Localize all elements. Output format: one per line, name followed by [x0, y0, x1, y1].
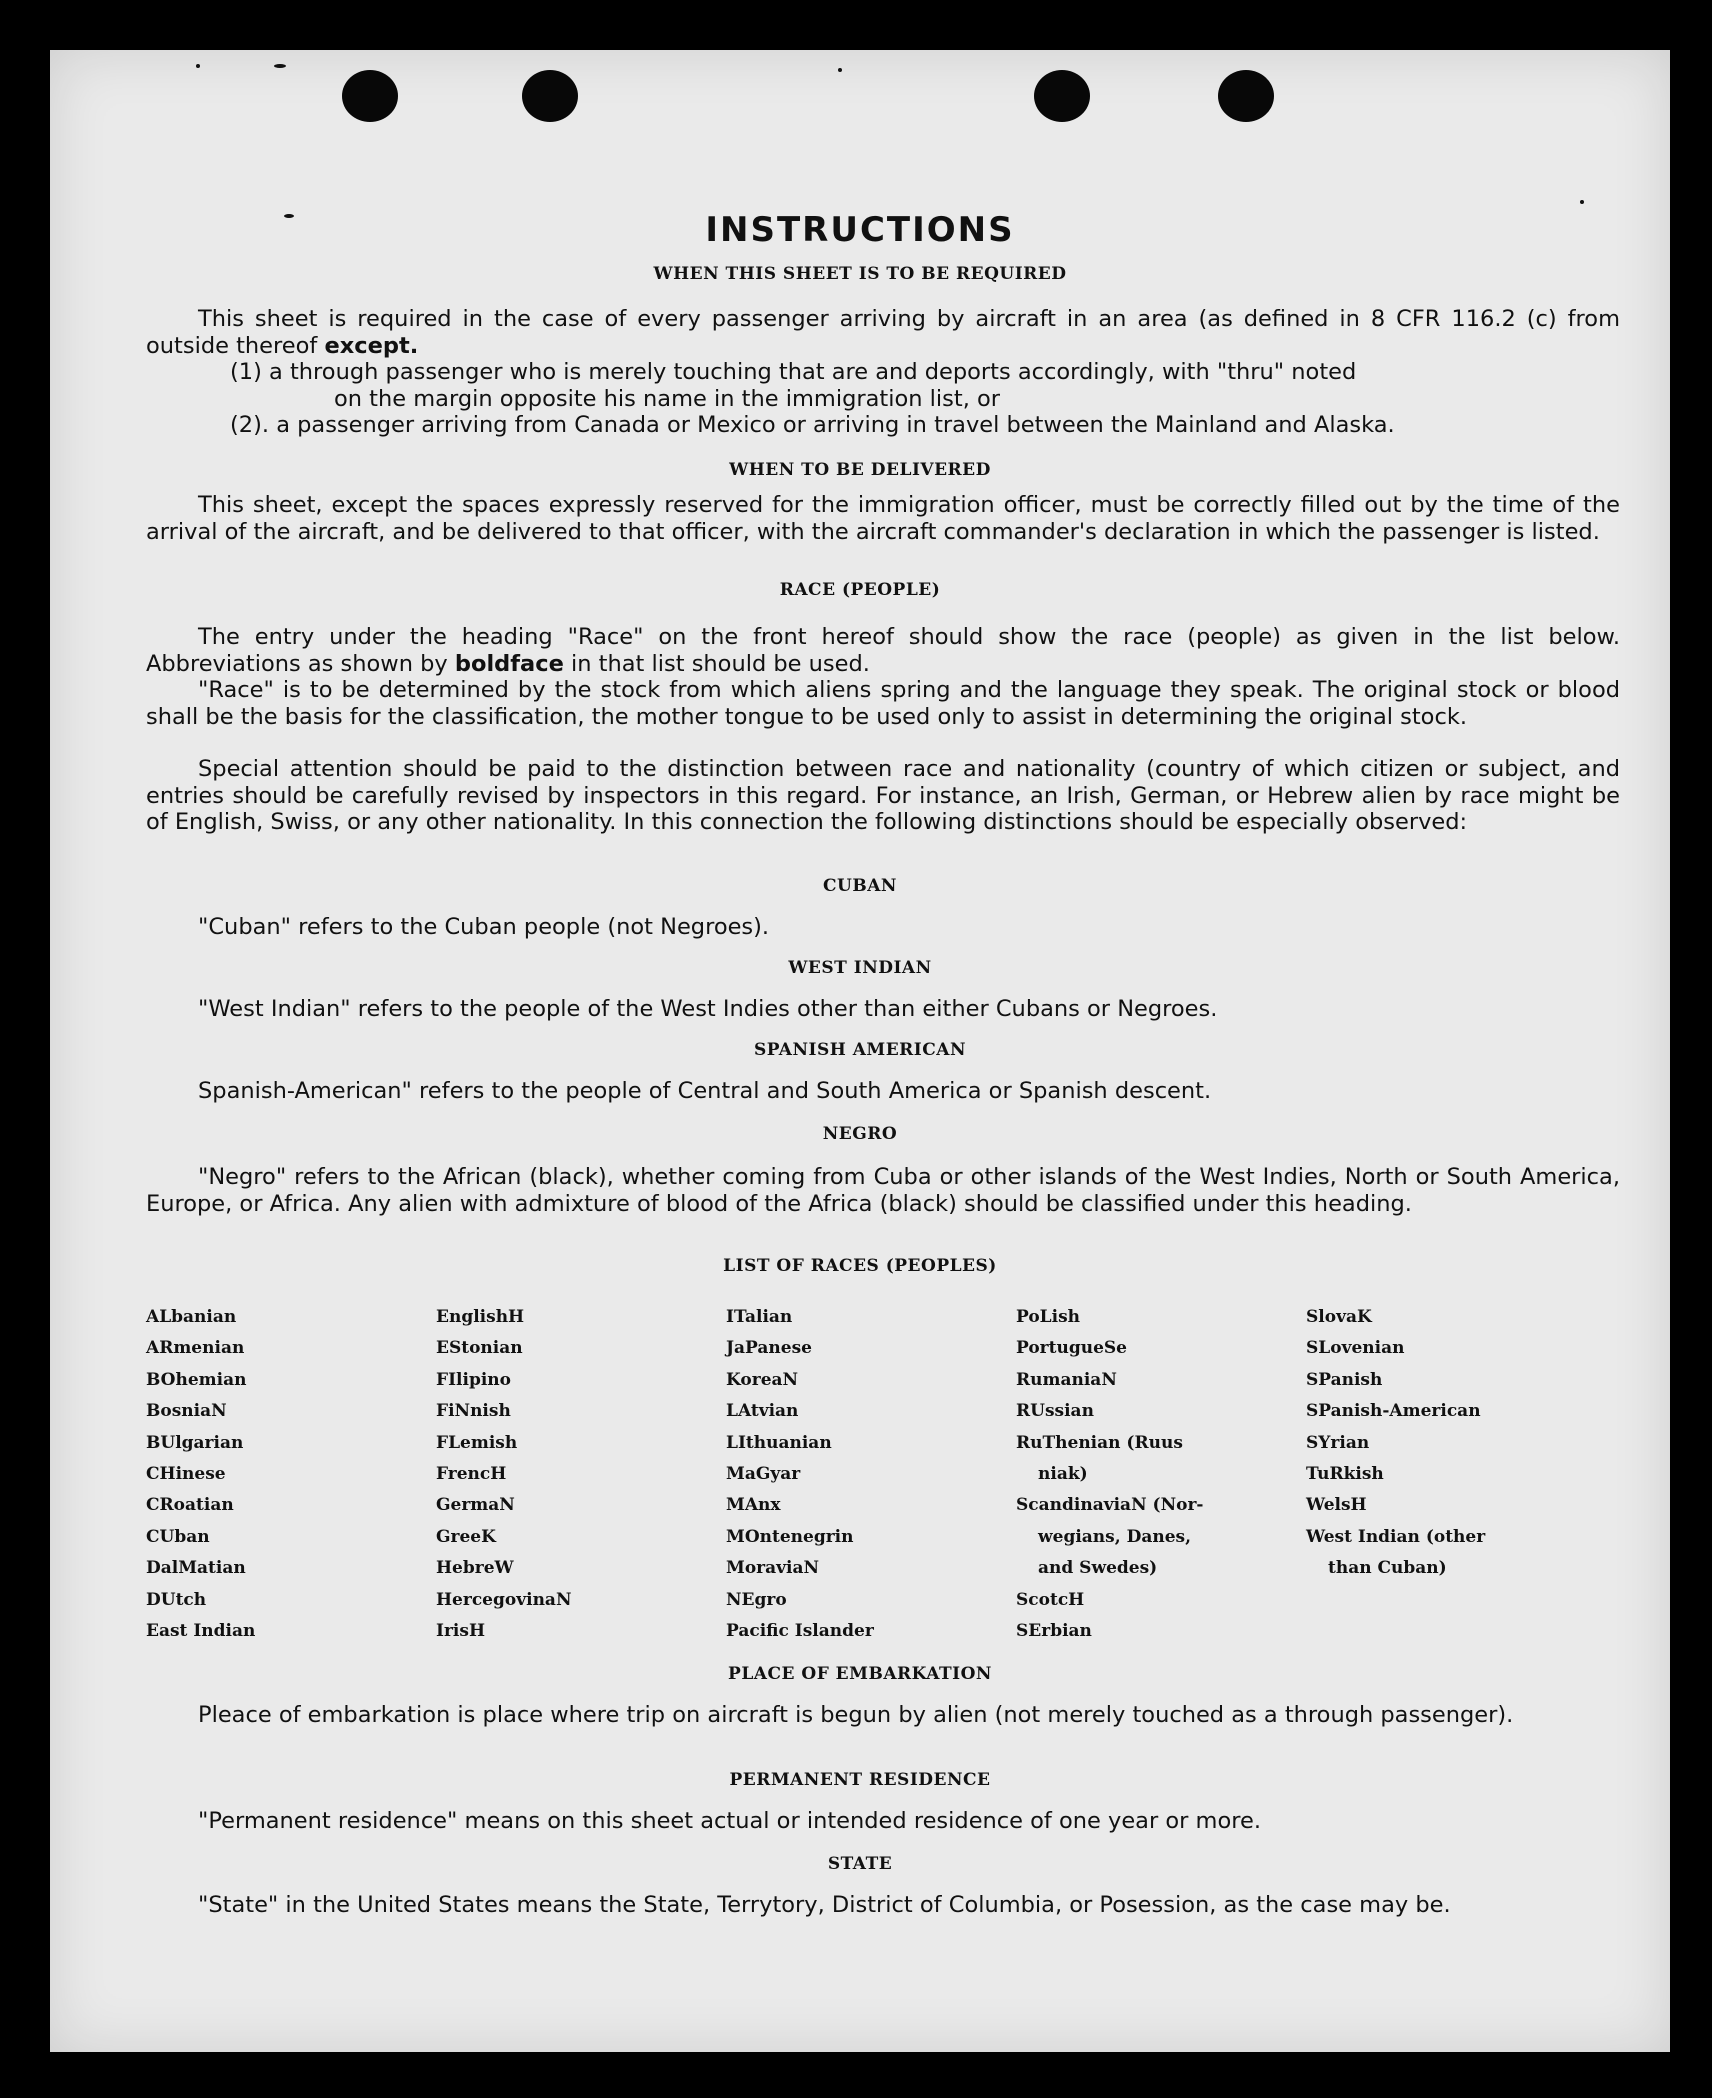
race-entry: MAnx: [726, 1495, 781, 1516]
text-span: The entry under the heading "Race" on the front hereof should show the race (people) as given in the list below. Abbreviations as shown by: [146, 624, 1620, 677]
ink-speck: [1580, 200, 1584, 204]
race-entry: FiNnish: [436, 1401, 511, 1422]
race-entry: SErbian: [1016, 1621, 1092, 1642]
races-column-1: [146, 1302, 436, 1647]
document-sheet: [50, 50, 1670, 2052]
paragraph-negro: "Negro" refers to the African (black), whether coming from Cuba or other islands of the West Indies, North or South America, Europe, or Africa. Any alien with admixture of blood of the Africa (black) should be classified under this heading.: [146, 1164, 1620, 1217]
heading-west-indian: WEST INDIAN: [788, 958, 932, 978]
heading-permanent-residence: PERMANENT RESIDENCE: [729, 1770, 991, 1790]
race-entry: BosniaN: [146, 1401, 227, 1422]
race-entry: ScotcH: [1016, 1589, 1085, 1610]
race-entry: PoLish: [1016, 1307, 1081, 1327]
paragraph-place-of-embarkation: Pleace of embarkation is place where trip on aircraft is begun by alien (not merely touched as a through passenger).: [198, 1702, 1514, 1728]
race-entry: BOhemian: [146, 1369, 247, 1390]
race-entry: FrencH: [436, 1464, 507, 1485]
heading-state: STATE: [827, 1854, 893, 1874]
item-text: a through passenger who is merely touching that are and deports accordingly, with "thru" noted: [269, 359, 1357, 385]
heading-when-required: WHEN THIS SHEET IS TO BE REQUIRED: [653, 264, 1067, 284]
paragraph-race-2: "Race" is to be determined by the stock from which aliens spring and the language they speak. The original stock or blood shall be the basis for the classification, the mother tongue to be used only to assist in determining the original stock.: [146, 677, 1620, 730]
punch-hole: [1218, 70, 1274, 122]
race-entry: LAtvian: [726, 1401, 799, 1422]
races-list: [146, 1302, 1626, 1647]
race-entry: DUtch: [146, 1589, 207, 1610]
paragraph-permanent-residence: "Permanent residence" means on this sheet actual or intended residence of one year or more.: [198, 1808, 1261, 1834]
text-span: This sheet is required in the case of every passenger arriving by aircraft in an area (as defined in 8 CFR 116.2 (c) from outside thereof: [146, 306, 1620, 359]
race-entry: MOntenegrin: [726, 1526, 854, 1547]
race-entry: RuThenian (Ruus: [1016, 1432, 1183, 1453]
race-entry: EnglishH: [436, 1307, 525, 1327]
race-entry: than Cuban): [1328, 1558, 1447, 1579]
race-entry: RUssian: [1016, 1401, 1094, 1422]
race-entry: NEgro: [726, 1589, 787, 1610]
race-entry: WelsH: [1306, 1495, 1367, 1516]
race-entry: KoreaN: [726, 1369, 799, 1390]
races-column-4: [1016, 1302, 1306, 1647]
race-entry: West Indian (other: [1306, 1526, 1486, 1547]
punch-hole: [1034, 70, 1090, 122]
race-entry: ITalian: [726, 1307, 793, 1327]
race-entry: ARmenian: [146, 1338, 245, 1359]
race-entry: LIthuanian: [726, 1432, 832, 1453]
ink-speck: [196, 64, 200, 68]
race-entry: FIlipino: [436, 1369, 511, 1390]
heading-when-delivered: WHEN TO BE DELIVERED: [729, 460, 991, 480]
paragraph-when-required: [146, 306, 1620, 359]
race-entry: DalMatian: [146, 1558, 246, 1579]
races-column-2: [436, 1302, 726, 1647]
race-entry: MaGyar: [726, 1464, 801, 1485]
bold-text: except.: [324, 332, 419, 359]
race-entry: TuRkish: [1306, 1464, 1384, 1485]
paragraph-race-1: [146, 624, 1620, 677]
race-entry: MoraviaN: [726, 1558, 820, 1579]
heading-race: RACE (PEOPLE): [779, 580, 941, 600]
race-entry: EStonian: [436, 1338, 523, 1359]
text-span: in that list should be used.: [570, 650, 870, 677]
list-item-2: [230, 412, 1620, 439]
race-entry: niak): [1038, 1464, 1088, 1485]
race-entry: GreeK: [436, 1526, 496, 1547]
race-entry: HebreW: [436, 1558, 514, 1579]
list-item-1: [230, 359, 1620, 412]
races-column-3: [726, 1302, 1016, 1647]
race-entry: East Indian: [146, 1621, 256, 1642]
heading-negro: NEGRO: [822, 1124, 898, 1144]
item-number: (1): [230, 359, 262, 385]
paragraph-cuban: "Cuban" refers to the Cuban people (not Negroes).: [198, 914, 770, 940]
race-entry: SLovenian: [1306, 1338, 1405, 1359]
race-entry: ScandinaviaN (Nor-: [1016, 1495, 1204, 1516]
race-entry: ALbanian: [146, 1307, 237, 1327]
page-title: INSTRUCTIONS: [705, 210, 1015, 250]
race-entry: BUlgarian: [146, 1432, 244, 1453]
punch-hole: [342, 70, 398, 122]
paragraph-spanish-american: Spanish-American" refers to the people of Central and South America or Spanish descent.: [198, 1078, 1212, 1104]
race-entry: FLemish: [436, 1432, 518, 1453]
race-entry: IrisH: [436, 1621, 485, 1642]
paragraph-state: "State" in the United States means the State, Terrytory, District of Columbia, or Posession, as the case may be.: [198, 1892, 1451, 1918]
race-entry: wegians, Danes,: [1038, 1526, 1191, 1547]
paragraph-west-indian: "West Indian" refers to the people of the West Indies other than either Cubans or Negroes.: [198, 996, 1218, 1022]
ink-speck: [274, 64, 286, 68]
heading-cuban: CUBAN: [823, 876, 897, 896]
race-entry: JaPanese: [726, 1338, 812, 1359]
race-entry: HercegovinaN: [436, 1589, 572, 1610]
race-entry: SlovaK: [1306, 1307, 1372, 1327]
race-entry: CUban: [146, 1526, 210, 1547]
race-entry: CRoatian: [146, 1495, 234, 1516]
heading-place-of-embarkation: PLACE OF EMBARKATION: [728, 1664, 992, 1684]
race-entry: GermaN: [436, 1495, 515, 1516]
race-entry: RumaniaN: [1016, 1369, 1117, 1390]
race-entry: Pacific Islander: [726, 1621, 874, 1642]
race-entry: SPanish: [1306, 1369, 1383, 1390]
ink-speck: [838, 68, 842, 72]
item-number: (2).: [230, 412, 270, 438]
bold-text: boldface: [454, 650, 564, 677]
heading-spanish-american: SPANISH AMERICAN: [753, 1040, 967, 1060]
paragraph-when-delivered: This sheet, except the spaces expressly reserved for the immigration officer, must be correctly filled out by the time of the arrival of the aircraft, and be delivered to that officer, with the aircraft commander's declaration in which the passenger is listed.: [146, 492, 1620, 545]
race-entry: SYrian: [1306, 1432, 1370, 1453]
race-entry: and Swedes): [1038, 1558, 1158, 1579]
item-text-continued: on the margin opposite his name in the immigration list, or: [334, 385, 1001, 412]
heading-list-of-races: LIST OF RACES (PEOPLES): [723, 1256, 997, 1276]
race-entry: PortugueSe: [1016, 1338, 1127, 1359]
paragraph-race-3: Special attention should be paid to the distinction between race and nationality (country of which citizen or subject, and entries should be carefully revised by inspectors in this regard. For instance, an Irish, German, or Hebrew alien by race might be of English, Swiss, or any other nationality. In this connection the following distinctions should be especially observed:: [146, 756, 1620, 835]
punch-hole: [522, 70, 578, 122]
race-entry: CHinese: [146, 1464, 226, 1485]
race-entry: SPanish-American: [1306, 1401, 1481, 1422]
item-text: a passenger arriving from Canada or Mexico or arriving in travel between the Mainland and Alaska.: [276, 412, 1395, 438]
races-column-5: [1306, 1302, 1596, 1647]
